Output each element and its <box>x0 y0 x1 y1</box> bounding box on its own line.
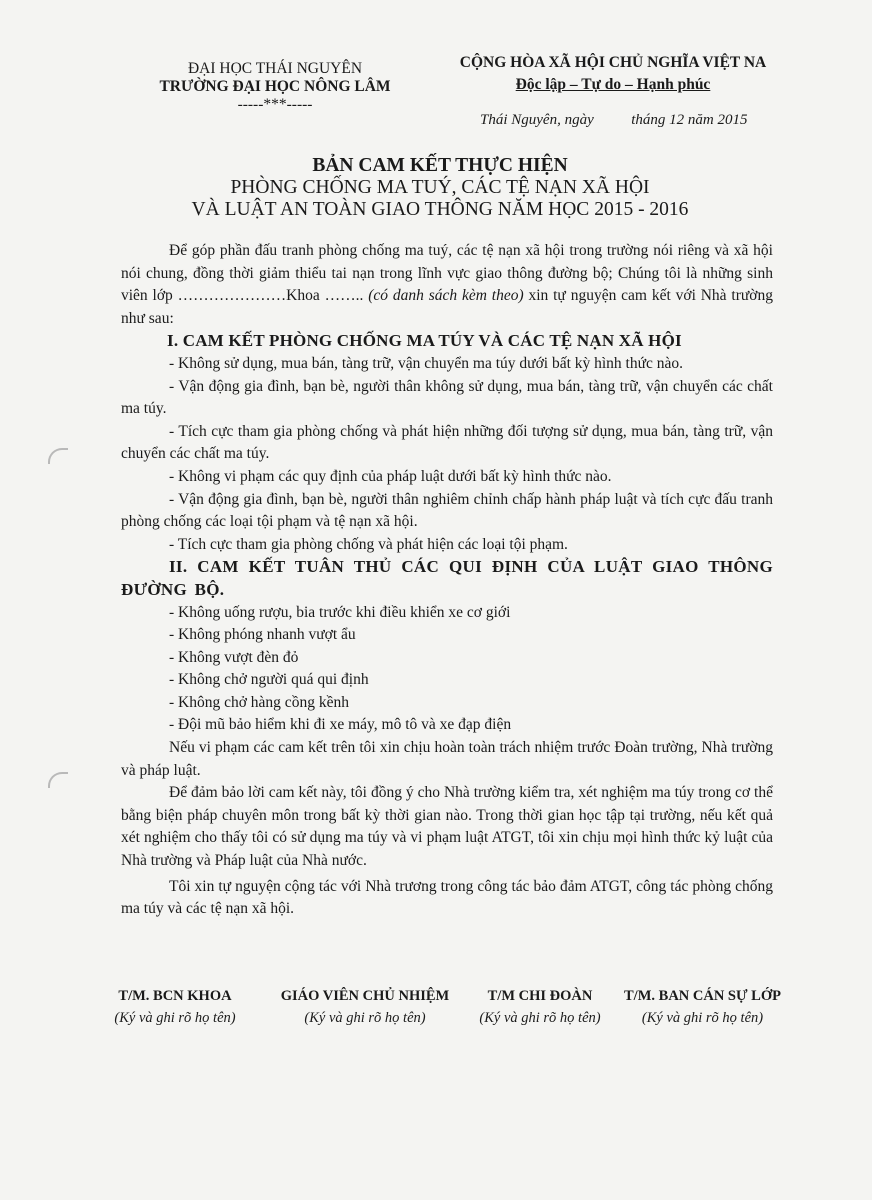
header-separator: -----***----- <box>237 96 313 113</box>
school-name: TRƯỜNG ĐẠI HỌC NÔNG LÂM <box>159 78 391 95</box>
closing-paragraph-3: Tôi xin tự nguyện cộng tác với Nhà trương trong công tác bảo đảm ATGT, công tác phòng chống ma túy và các tệ nạn xã hội. <box>121 877 773 918</box>
signature-note: (Ký và ghi rõ họ tên) <box>479 1010 601 1026</box>
section-2-item: - Đội mũ bảo hiểm khi đi xe máy, mô tô và xe đạp điện <box>169 716 512 734</box>
title-line-2: PHÒNG CHỐNG MA TUÝ, CÁC TỆ NẠN XÃ HỘI <box>230 177 650 198</box>
institution-header <box>140 60 410 114</box>
signature-note: (Ký và ghi rõ họ tên) <box>304 1010 426 1026</box>
document-title <box>160 155 720 221</box>
intro-text: Để góp phần đấu tranh phòng chống ma tuý, các tệ nạn xã hội trong trường nói riêng và xã hội nói chung, đồng thời giảm thiểu tai nạn trong lĩnh vực giao thông đường bộ; Chúng tôi là những sinh viên lớp …………………Khoa …….. <box>121 242 773 305</box>
closing-paragraph-1: Nếu vi phạm các cam kết trên tôi xin chịu hoàn toàn trách nhiệm trước Đoàn trường, Nhà trường và pháp luật. <box>121 739 773 779</box>
signature-note: (Ký và ghi rõ họ tên) <box>114 1010 236 1026</box>
document-body <box>121 240 773 921</box>
signature-role: T/M CHI ĐOÀN <box>487 988 593 1004</box>
section-1-item: - Không sử dụng, mua bán, tàng trữ, vận chuyển ma túy dưới bất kỳ hình thức nào. <box>169 354 684 372</box>
signature-block-faculty <box>100 985 250 1029</box>
signature-role: T/M. BAN CÁN SỰ LỚP <box>624 988 781 1004</box>
section-2-item: - Không uống rượu, bia trước khi điều khiển xe cơ giới <box>169 603 511 621</box>
section-2-item: - Không vượt đèn đỏ <box>169 648 299 666</box>
section-1-item: - Tích cực tham gia phòng chống và phát hiện các loại tội phạm. <box>169 535 568 553</box>
date-line <box>480 112 780 129</box>
section-1-heading: I. CAM KẾT PHÒNG CHỐNG MA TÚY VÀ CÁC TỆ NẠN XÃ HỘI <box>167 331 682 351</box>
section-2-item: - Không chở người quá qui định <box>169 671 369 689</box>
closing-paragraph-2: Để đảm bảo lời cam kết này, tôi đồng ý cho Nhà trường kiểm tra, xét nghiệm ma túy trong cơ thể bằng biện pháp chuyên môn trong bất kỳ thời gian nào. Trong thời gian học tập tại trường, nếu kết quả xét nghiệm cho thấy tôi có sử dụng ma túy và vi phạm luật ATGT, tôi xin chịu mọi hình thức kỷ luật của Nhà trường và Pháp luật của Nhà nước. <box>121 784 773 870</box>
section-2-heading: II. CAM KẾT TUÂN THỦ CÁC QUI ĐỊNH CỦA LUẬT GIAO THÔNG ĐƯỜNG BỘ. <box>121 557 773 599</box>
section-1-item: - Không vi phạm các quy định của pháp luật dưới bất kỳ hình thức nào. <box>169 467 612 485</box>
date-month-year: tháng 12 năm 2015 <box>631 112 748 128</box>
section-2-item: - Không phóng nhanh vượt ẩu <box>169 626 356 644</box>
intro-text-end: xin tự nguyện cam kết với Nhà trường như sau: <box>121 287 773 327</box>
title-line-1: BẢN CAM KẾT THỰC HIỆN <box>312 155 568 176</box>
signature-block-teacher <box>265 985 465 1029</box>
intro-paragraph <box>121 240 773 330</box>
university-name: ĐẠI HỌC THÁI NGUYÊN <box>187 60 363 77</box>
section-1-item: - Tích cực tham gia phòng chống và phát hiện những đối tượng sử dụng, mua bán, tàng trữ, vận chuyển các chất ma túy. <box>121 422 773 463</box>
country-name: CỘNG HÒA XÃ HỘI CHỦ NGHĨA VIỆT NA <box>459 54 767 71</box>
signature-role: T/M. BCN KHOA <box>118 988 232 1004</box>
section-1-item: - Vận động gia đình, bạn bè, người thân nghiêm chỉnh chấp hành pháp luật và tích cực đấu tranh phòng chống các loại tội phạm và tệ nạn xã hội. <box>121 490 773 531</box>
section-2-item: - Không chở hàng cồng kềnh <box>169 693 349 711</box>
section-1-item: - Vận động gia đình, bạn bè, người thân không sử dụng, mua bán, tàng trữ, vận chuyển các chất ma túy. <box>121 377 773 418</box>
signature-note: (Ký và ghi rõ họ tên) <box>641 1010 764 1026</box>
intro-italic-note: (có danh sách kèm theo) <box>368 287 524 305</box>
title-line-3: VÀ LUẬT AN TOÀN GIAO THÔNG NĂM HỌC 2015 - 2016 <box>191 199 689 220</box>
national-header <box>448 52 778 96</box>
date-place: Thái Nguyên, ngày <box>480 112 594 128</box>
punch-hole-mark <box>48 772 68 788</box>
signature-role: GIÁO VIÊN CHỦ NHIỆM <box>280 988 450 1004</box>
punch-hole-mark <box>48 448 68 464</box>
motto: Độc lập – Tự do – Hạnh phúc <box>515 76 711 93</box>
signature-block-class-committee <box>610 985 795 1029</box>
signature-block-youth-union <box>465 985 615 1029</box>
